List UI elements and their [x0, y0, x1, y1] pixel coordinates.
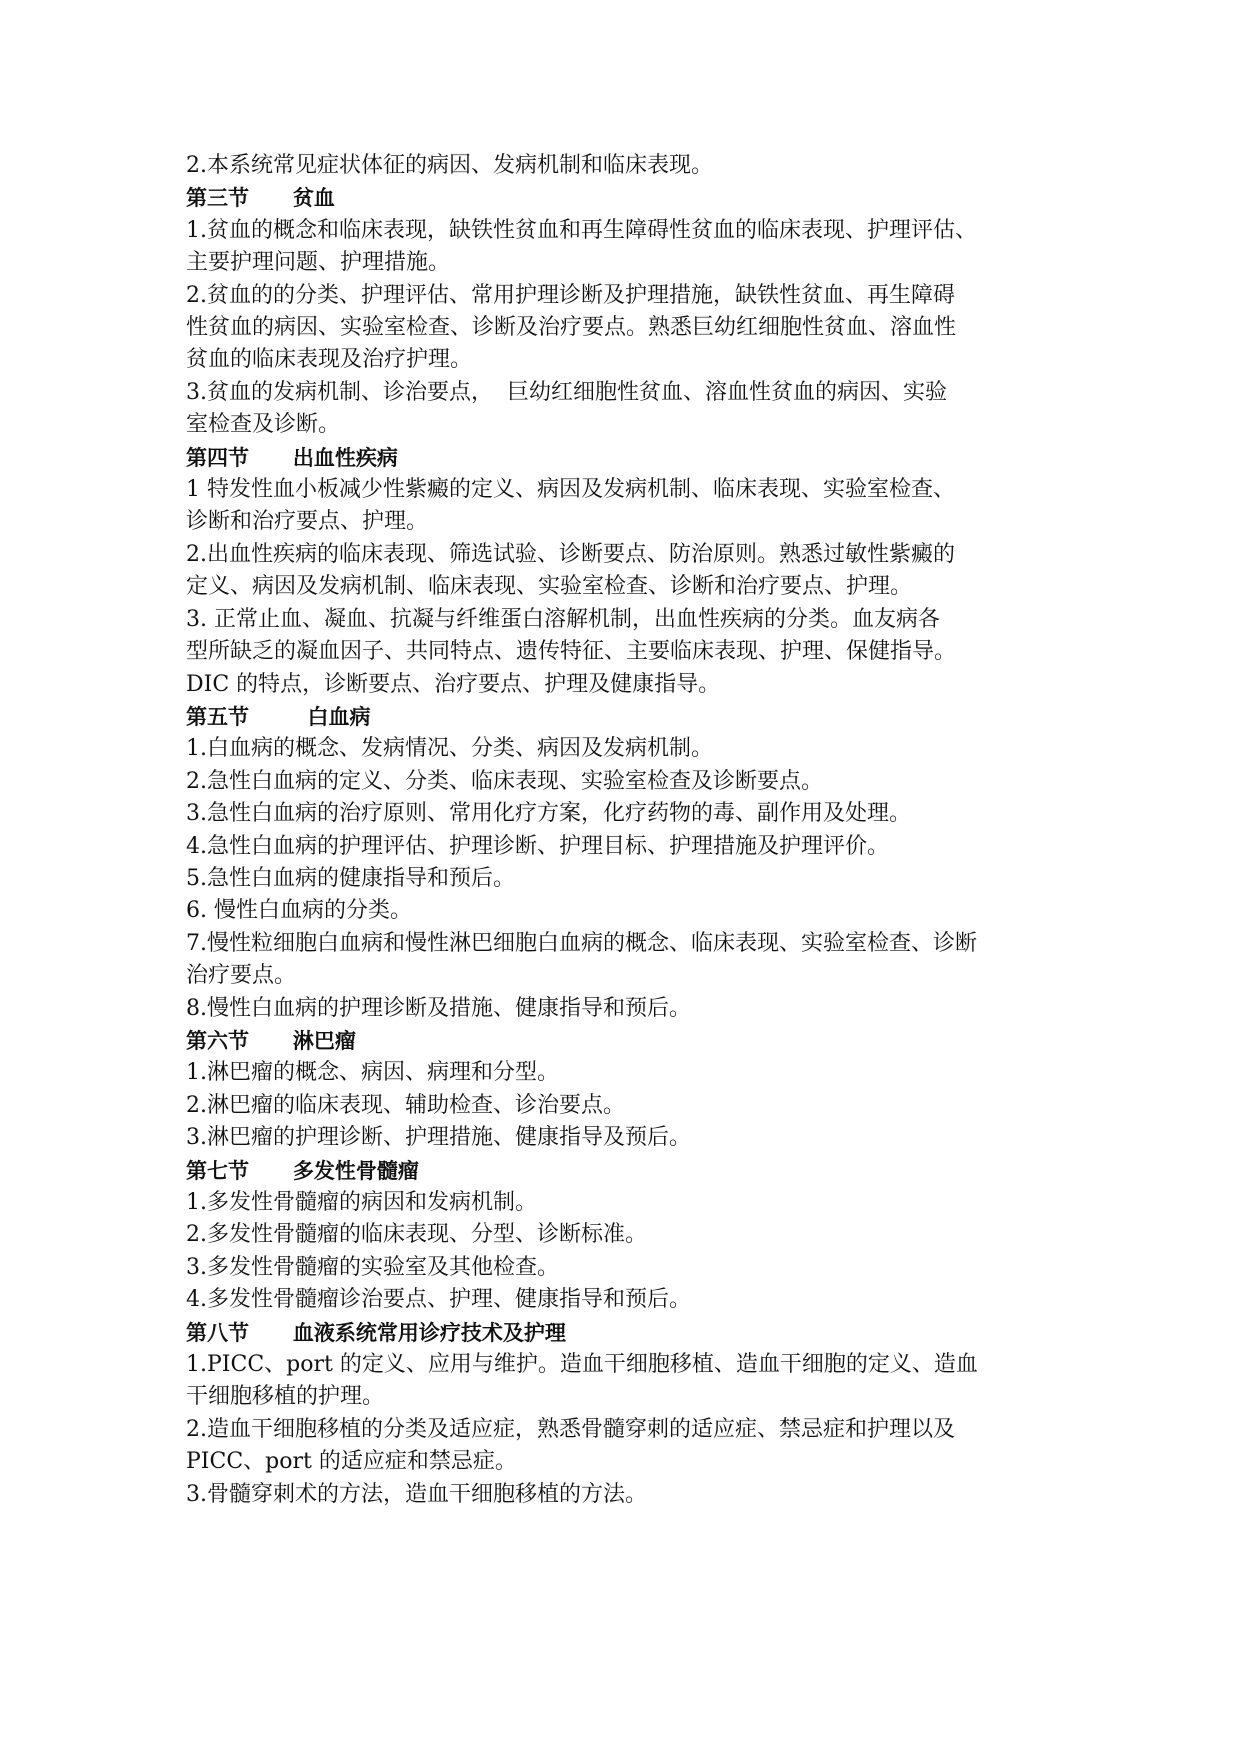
paragraph-line: 主要护理问题、护理措施。 [186, 250, 451, 276]
section-number: 第七节 [186, 1158, 249, 1183]
paragraph-line: 1.白血病的概念、发病情况、分类、病因及发病机制。 [186, 736, 713, 762]
section-number: 第八节 [186, 1320, 249, 1345]
section-heading [186, 1155, 1066, 1187]
section-heading [186, 1317, 1066, 1349]
paragraph-line: 定义、病因及发病机制、临床表现、实验室检查、诊断和治疗要点、护理。 [186, 574, 913, 600]
paragraph-line: 2.贫血的的分类、护理评估、常用护理诊断及护理措施，缺铁性贫血、再生障碍 [186, 282, 955, 308]
paragraph-line: 7.慢性粒细胞白血病和慢性淋巴细胞白血病的概念、临床表现、实验室检查、诊断 [186, 930, 977, 956]
paragraph-line: 2.急性白血病的定义、分类、临床表现、实验室检查及诊断要点。 [186, 768, 823, 794]
paragraph-line: DIC 的特点，诊断要点、治疗要点、护理及健康指导。 [186, 671, 721, 697]
paragraph-line: 3. 正常止血、凝血、抗凝与纤维蛋白溶解机制，出血性疾病的分类。血友病各 [186, 606, 940, 632]
section-gap [249, 705, 308, 729]
section-title: 出血性疾病 [292, 445, 398, 470]
paragraph-line: 2.淋巴瘤的临床表现、辅助检查、诊治要点。 [186, 1092, 625, 1118]
section-gap [249, 1029, 293, 1053]
paragraph-line: 贫血的临床表现及治疗护理。 [186, 347, 473, 373]
section-title: 贫血 [292, 186, 335, 211]
paragraph-line: 诊断和治疗要点、护理。 [186, 509, 429, 535]
section-title: 白血病 [307, 704, 371, 729]
section-heading [186, 182, 1066, 214]
paragraph-line: 1.多发性骨髓瘤的病因和发病机制。 [186, 1190, 537, 1215]
paragraph-line: 2.出血性疾病的临床表现、筛选试验、诊断要点、防治原则。熟悉过敏性紫癜的 [186, 541, 955, 567]
paragraph-line: 4.多发性骨髓瘤诊治要点、护理、健康指导和预后。 [186, 1287, 691, 1313]
section-number: 第六节 [186, 1028, 249, 1053]
paragraph-line: 2.本系统常见症状体征的病因、发病机制和临床表现。 [186, 153, 713, 178]
paragraph-line: 性贫血的病因、实验室检查、诊断及治疗要点。熟悉巨幼红细胞性贫血、溶血性 [186, 315, 957, 341]
paragraph-line: 4.急性白血病的护理评估、护理诊断、护理目标、护理措施及护理评价。 [186, 833, 889, 859]
section-gap [249, 446, 293, 470]
paragraph-line: 1 特发性血小板减少性紫癜的定义、病因及发病机制、临床表现、实验室检查、 [186, 477, 955, 503]
section-heading [186, 701, 1066, 733]
section-number: 第三节 [186, 186, 249, 211]
section-gap [249, 1159, 293, 1183]
section-title: 血液系统常用诊疗技术及护理 [292, 1320, 566, 1345]
paragraph-line: 3.多发性骨髓瘤的实验室及其他检查。 [186, 1254, 559, 1280]
paragraph-line: 3.急性白血病的治疗原则、常用化疗方案，化疗药物的毒、副作用及处理。 [186, 801, 911, 827]
section-number: 第五节 [186, 704, 249, 729]
paragraph-line: 8.慢性白血病的护理诊断及措施、健康指导和预后。 [186, 995, 691, 1021]
document-page [186, 150, 1066, 1511]
paragraph-line: 6. 慢性白血病的分类。 [186, 898, 412, 924]
section-gap [249, 1321, 293, 1345]
paragraph-line: 5.急性白血病的健康指导和预后。 [186, 865, 515, 891]
paragraph-line: 3.淋巴瘤的护理诊断、护理措施、健康指导及预后。 [186, 1125, 691, 1151]
paragraph-line: 干细胞移植的护理。 [186, 1384, 385, 1410]
paragraph-line: 2.造血干细胞移植的分类及适应症，熟悉骨髓穿刺的适应症、禁忌症和护理以及 [186, 1416, 955, 1442]
paragraph-line: PICC、port 的适应症和禁忌症。 [186, 1449, 517, 1475]
section-title: 多发性骨髓瘤 [292, 1158, 419, 1183]
paragraph-line: 1.PICC、port 的定义、应用与维护。造血干细胞移植、造血干细胞的定义、造血 [186, 1352, 978, 1378]
paragraph-line: 3.骨髓穿刺术的方法，造血干细胞移植的方法。 [186, 1481, 647, 1507]
paragraph-line: 1.淋巴瘤的概念、病因、病理和分型。 [186, 1060, 559, 1086]
section-gap [249, 186, 293, 210]
paragraph-line: 治疗要点。 [186, 963, 297, 989]
paragraph-line: 型所缺乏的凝血因子、共同特点、遗传特征、主要临床表现、护理、保健指导。 [186, 639, 957, 665]
section-heading [186, 442, 1066, 474]
section-number: 第四节 [186, 445, 249, 470]
section-title: 淋巴瘤 [292, 1028, 356, 1053]
paragraph-line: 2.多发性骨髓瘤的临床表现、分型、诊断标准。 [186, 1222, 647, 1248]
section-heading [186, 1025, 1066, 1057]
paragraph-line: 1.贫血的概念和临床表现，缺铁性贫血和再生障碍性贫血的临床表现、护理评估、 [186, 217, 977, 243]
paragraph-line: 室检查及诊断。 [186, 412, 341, 438]
paragraph-line: 3.贫血的发病机制、诊治要点， 巨幼红细胞性贫血、溶血性贫血的病因、实验 [186, 379, 947, 405]
